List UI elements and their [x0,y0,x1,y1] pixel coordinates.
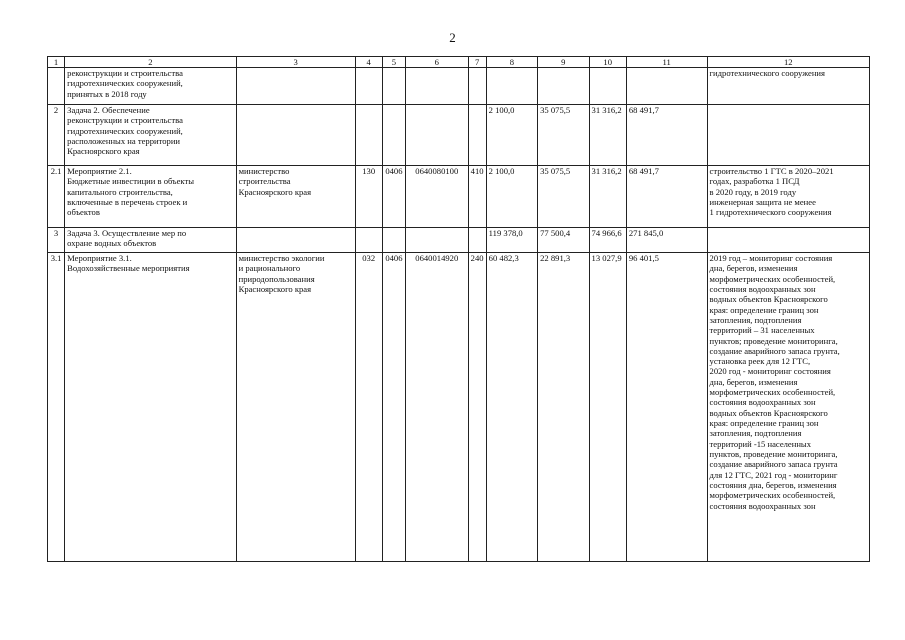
vr-cell: 410 [468,166,486,228]
column-header: 10 [589,57,626,68]
grbs-cell: 032 [355,253,382,562]
column-header: 3 [236,57,355,68]
row-number-cell: 2 [48,105,65,166]
amount-cell [486,68,537,105]
vr-cell [468,68,486,105]
description-cell: Мероприятие 3.1. Водохозяйственные мероприятия [65,253,236,562]
table-row [48,68,870,105]
rzpr-cell: 0406 [382,166,405,228]
row-number-cell: 3.1 [48,253,65,562]
total-cell: 271 845,0 [626,228,707,253]
result-cell: 2019 год – мониторинг состояния дна, берегов, изменения морфометрических особенностей, состояния водоохранных зон водных объектов Красноярского края: определение границ зон затопления, подтопления территорий – 31 населенных пунктов; проведение мониторинга, создание аварийного запаса грунта, установка реек для 12 ГТС, 2020 год - мониторинг состояния дна, берегов, изменения морфометрических особенностей, состояния водоохранных зон водных объектов Красноярского края: определение границ зон затопления, подтопления территорий -15 населенных пунктов, проведение мониторинга, создание аварийного запаса грунта для 12 ГТС, 2021 год - мониторинг состояния дна, берегов, изменения морфометрических особенностей, состояния водоохранных зон [707,253,869,562]
amount-cell: 31 316,2 [589,105,626,166]
total-cell [626,68,707,105]
amount-cell: 77 500,4 [538,228,589,253]
vr-cell: 240 [468,253,486,562]
page-number: 2 [449,30,456,45]
program-table [47,56,870,562]
amount-cell [538,68,589,105]
amount-cell: 74 966,6 [589,228,626,253]
column-header: 11 [626,57,707,68]
rzpr-cell [382,228,405,253]
grbs-cell [355,228,382,253]
amount-cell [589,68,626,105]
executor-cell: министерство экологии и рационального природопользования Красноярского края [236,253,355,562]
rzpr-cell [382,68,405,105]
amount-cell: 13 027,9 [589,253,626,562]
column-header: 12 [707,57,869,68]
column-header: 6 [406,57,469,68]
row-number-cell: 2.1 [48,166,65,228]
column-header: 7 [468,57,486,68]
vr-cell [468,105,486,166]
amount-cell: 60 482,3 [486,253,537,562]
grbs-cell [355,68,382,105]
column-header: 1 [48,57,65,68]
table-row [48,228,870,253]
amount-cell: 22 891,3 [538,253,589,562]
total-cell: 68 491,7 [626,105,707,166]
csr-cell [406,68,469,105]
table-row [48,166,870,228]
total-cell: 68 491,7 [626,166,707,228]
column-header: 2 [65,57,236,68]
amount-cell: 35 075,5 [538,166,589,228]
result-cell: строительство 1 ГТС в 2020–2021 годах, разработка 1 ПСД в 2020 году, в 2019 году инженерная защита не менее 1 гидротехнического сооружения [707,166,869,228]
column-header: 4 [355,57,382,68]
amount-cell: 35 075,5 [538,105,589,166]
executor-cell: министерство строительства Красноярского края [236,166,355,228]
executor-cell [236,228,355,253]
description-cell: реконструкции и строительства гидротехнических сооружений, принятых в 2018 году [65,68,236,105]
grbs-cell [355,105,382,166]
csr-cell: 0640014920 [406,253,469,562]
column-header: 8 [486,57,537,68]
executor-cell [236,68,355,105]
amount-cell: 31 316,2 [589,166,626,228]
column-header: 5 [382,57,405,68]
description-cell: Задача 2. Обеспечение реконструкции и строительства гидротехнических сооружений, расположенных на территории Красноярского края [65,105,236,166]
csr-cell [406,228,469,253]
csr-cell: 0640080100 [406,166,469,228]
description-cell: Задача 3. Осуществление мер по охране водных объектов [65,228,236,253]
result-cell [707,228,869,253]
table-row [48,253,870,562]
amount-cell: 2 100,0 [486,105,537,166]
csr-cell [406,105,469,166]
vr-cell [468,228,486,253]
amount-cell: 2 100,0 [486,166,537,228]
amount-cell: 119 378,0 [486,228,537,253]
description-cell: Мероприятие 2.1. Бюджетные инвестиции в объекты капитального строительства, включенные в перечень строек и объектов [65,166,236,228]
grbs-cell: 130 [355,166,382,228]
total-cell: 96 401,5 [626,253,707,562]
result-cell: гидротехнического сооружения [707,68,869,105]
column-number-row [48,57,870,68]
column-header: 9 [538,57,589,68]
executor-cell [236,105,355,166]
rzpr-cell: 0406 [382,253,405,562]
row-number-cell: 3 [48,228,65,253]
row-number-cell [48,68,65,105]
result-cell [707,105,869,166]
table-row [48,105,870,166]
rzpr-cell [382,105,405,166]
